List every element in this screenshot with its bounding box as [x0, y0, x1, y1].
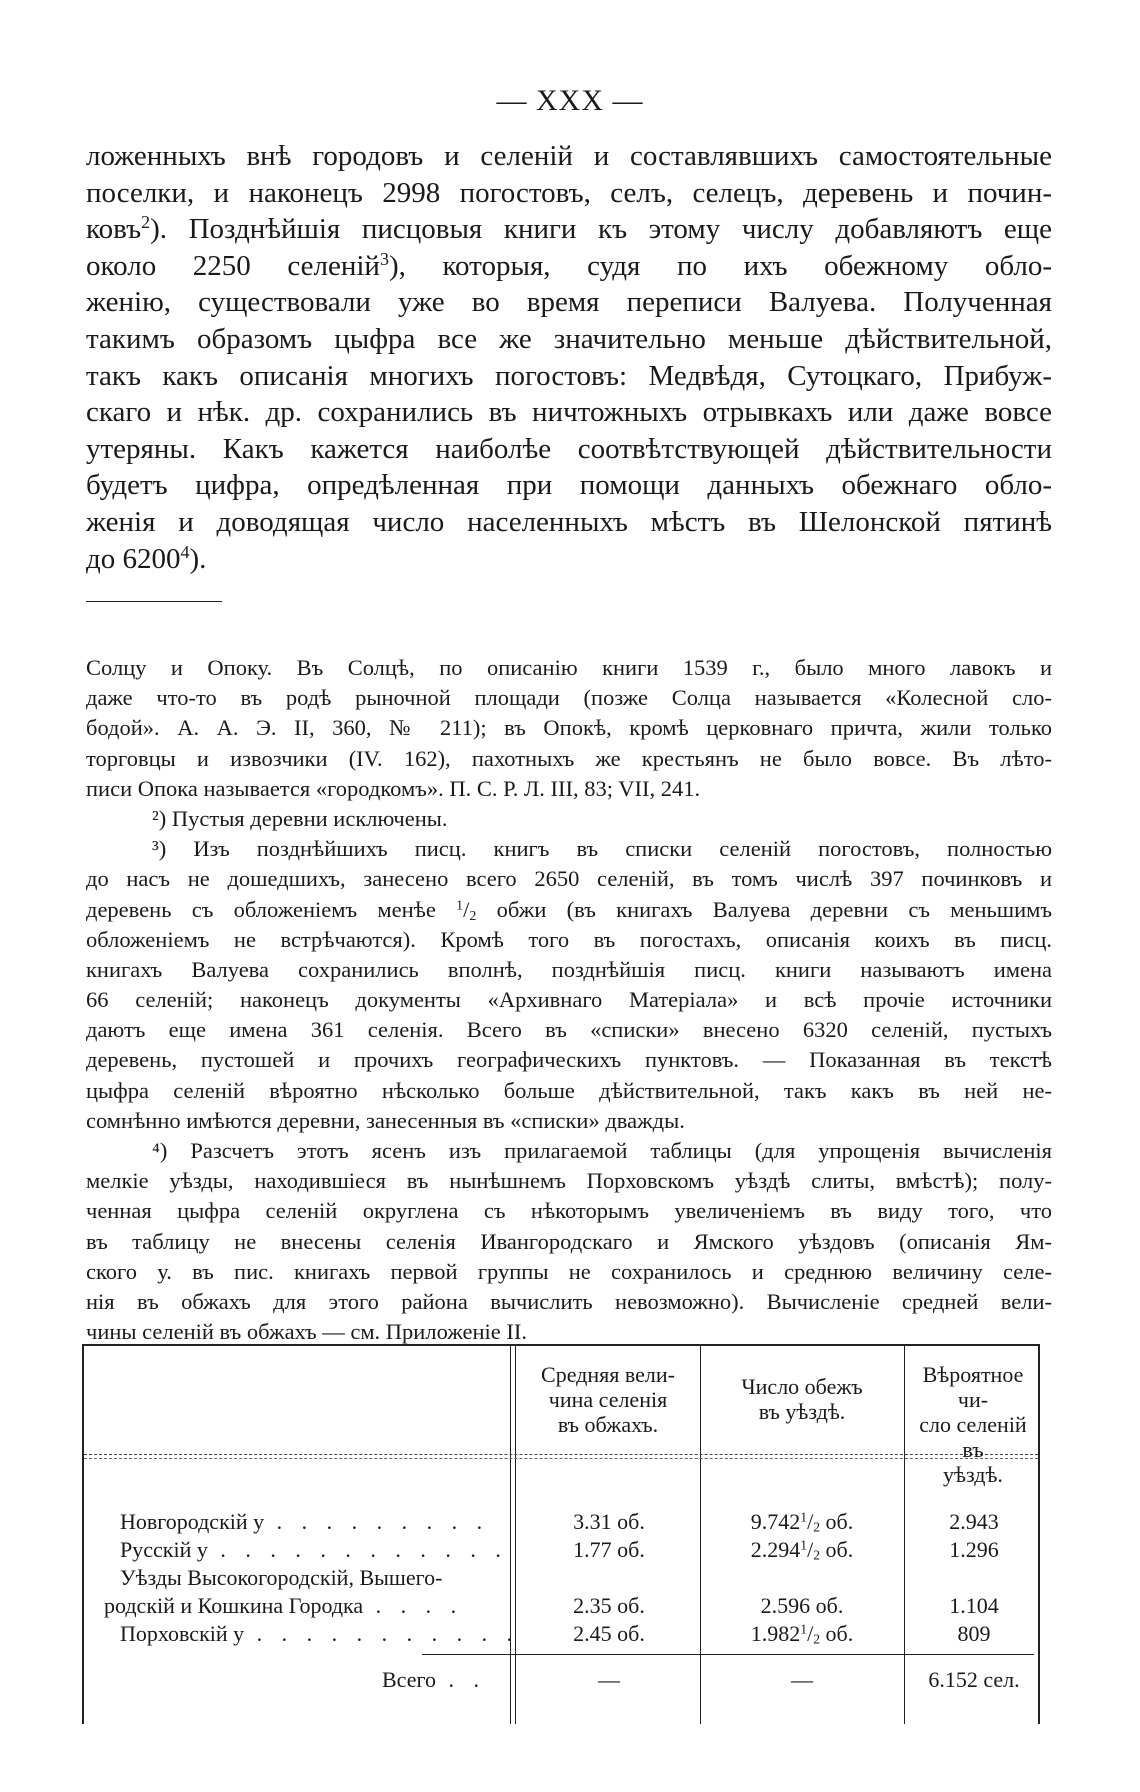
table-cell: 2.596 об. — [760, 1593, 844, 1618]
table-row-label: родскій и Кошкина Городка . . . . — [104, 1593, 464, 1618]
text-line: ложенныхъ внѣ городовъ и селеній и составлявшихъ самостоятельные — [86, 140, 1052, 172]
footnote-label: ³) — [152, 836, 167, 862]
table-border-left — [82, 1344, 84, 1724]
table-border-right — [1038, 1344, 1040, 1724]
table-header-rule — [84, 1458, 1038, 1459]
footnote-line: даютъ еще имена 361 селенія. Всего въ «списки» внесено 6320 селеній, пустыхъ — [86, 1017, 1052, 1043]
text-line: женія и доводящая число населенныхъ мѣстъ въ Шелонской пятинѣ — [86, 505, 1052, 538]
main-text — [86, 138, 1052, 577]
table-cell: 1.104 — [949, 1593, 999, 1618]
table-cell: 2.35 об. — [573, 1593, 645, 1618]
table-total-label: Всего . . — [382, 1667, 486, 1692]
table-cell: — — [598, 1667, 620, 1692]
text-line: будетъ цифра, опредѣленная при помощи данныхъ обежнаго обло- — [86, 469, 1052, 502]
text-line: женію, существовали уже во время переписи Валуева. Полученная — [86, 286, 1052, 319]
footnote-line: ского у. въ пис. книгахъ первой группы не сохранилось и среднюю величину селе- — [86, 1258, 1052, 1284]
footnote-line: даже что-то въ родѣ рыночной площади (позже Солца называется «Колесной сло- — [86, 685, 1052, 711]
header-probable-count: Вѣроятное чи- сло селеній въ уѣздѣ. — [919, 1362, 1027, 1487]
table-cell: 2.943 — [949, 1509, 999, 1534]
table-row-label: Порховскій у . . . . . . . . . . . — [120, 1621, 520, 1646]
text-line: такъ какъ описанія многихъ погостовъ: Медвѣдя, Сутоцкаго, Прибуж- — [86, 359, 1052, 392]
table-total-rule — [422, 1654, 1034, 1655]
table-cell: 3.31 об. — [573, 1509, 645, 1534]
footnote-line: цыфра селеній вѣроятно нѣсколько больше дѣйствительной, такъ какъ въ ней не- — [86, 1077, 1052, 1103]
footnote-line: 66 селеній; наконецъ документы «Архивнаго Матеріала» и всѣ прочіе источники — [86, 987, 1052, 1013]
footnote-3: ³) Изъ позднѣйшихъ писц. книгъ въ списки селеній погостовъ, полностью — [152, 836, 1053, 862]
table-divider — [904, 1344, 905, 1724]
table-row-label: Новгородскій у . . . . . . . . . — [120, 1509, 490, 1534]
footnote-line: до насъ не дошедшихъ, занесено всего 2650 селеній, въ томъ числѣ 397 починковъ и — [86, 866, 1052, 892]
table-cell: 809 — [957, 1621, 991, 1646]
text-line: утеряны. Какъ кажется наиболѣе соотвѣтствующей дѣйствительности — [86, 432, 1052, 465]
text-line: до 6200$^4$). — [86, 541, 207, 575]
footnotes — [86, 653, 1052, 1347]
table-cell: $1.982^1/_2$ об. — [750, 1621, 854, 1647]
header-obezh-count: Число обежъ въ уѣздѣ. — [741, 1374, 863, 1424]
footnote-line: торговцы и извозчики (IV. 162), пахотныхъ же крестьянъ не было вовсе. Въ лѣто- — [86, 745, 1052, 771]
table-border-top — [82, 1344, 1040, 1346]
footnote-4: ⁴) Разсчетъ этотъ ясенъ изъ прилагаемой таблицы (для упрощенія вычисленія — [152, 1138, 1052, 1163]
table-cell: 1.77 об. — [573, 1537, 645, 1562]
footnote-line: чины селеній въ обжахъ — см. Приложеніе II. — [86, 1319, 528, 1345]
footnote-separator — [86, 601, 222, 602]
table-cell: — — [791, 1667, 813, 1692]
footnote-line: обложеніемъ не встрѣчаются). Кромѣ того въ погостахъ, описанія коихъ въ писц. — [86, 926, 1052, 952]
footnote-mark: 3 — [379, 248, 389, 269]
text-line: такимъ образомъ цыфра все же значительно меньше дѣйствительной, — [86, 322, 1052, 355]
footnote-line: Солцу и Опоку. Въ Солцѣ, по описанію книги 1539 г., было много лавокъ и — [86, 655, 1052, 680]
footnote-label: ²) — [152, 805, 167, 831]
table-divider — [700, 1344, 701, 1724]
fraction-half: $^1/_2$ — [456, 896, 477, 924]
footnote-line: книгахъ Валуева сохранились вполнѣ, позднѣйшія писц. книги называютъ имена — [86, 956, 1052, 982]
footnote-line: деревень съ обложеніемъ менѣе $^1/_2$ обжи (въ книгахъ Валуева деревни съ меньшимъ — [86, 896, 1053, 924]
page-number: — XXX — — [496, 84, 644, 117]
header-average-size: Средняя вели- чина селенія въ обжахъ. — [541, 1362, 675, 1437]
footnote-line: деревень, пустошей и прочихъ географическихъ пунктовъ. — Показанная въ текстѣ — [86, 1047, 1052, 1073]
text-line: около 2250 селеній$^3$), которыя, судя по ихъ обежному обло- — [86, 248, 1052, 282]
footnote-mark: 2 — [141, 212, 151, 233]
footnote-line: сомнѣнно имѣются деревни, занесенныя въ «списки» дважды. — [86, 1107, 685, 1133]
text-line: поселки, и наконецъ 2998 погостовъ, селъ, селецъ, деревень и почин- — [86, 176, 1052, 209]
footnote-line: бодой». А. А. Э. II, 360, № 211); въ Опокѣ, кромѣ церковнаго причта, жили только — [86, 715, 1052, 741]
table-row-label: Уѣзды Высокогородскій, Вышего- — [120, 1565, 443, 1590]
footnote-line: нія въ обжахъ для этого района вычислить невозможно). Вычисленіе средней вели- — [86, 1288, 1052, 1314]
footnote-2: ²) Пустыя деревни исключены. — [152, 805, 448, 831]
settlements-table — [82, 1344, 1040, 1724]
footnote-line: писи Опока называется «городкомъ». П. С. Р. Л. III, 83; VII, 241. — [86, 775, 701, 801]
table-row-label: Русскій у . . . . . . . . . . . . — [120, 1537, 508, 1562]
table-header-rule — [84, 1454, 1038, 1455]
table-cell: 6.152 сел. — [928, 1667, 1020, 1692]
footnote-label: ⁴) — [152, 1138, 168, 1163]
table-cell: $2.294^1/_2$ об. — [750, 1537, 854, 1563]
footnote-line: въ таблицу не внесены селенія Ивангородскаго и Ямского уѣздовъ (описанія Ям- — [86, 1228, 1052, 1254]
text-line: скаго и нѣк. др. сохранились въ ничтожныхъ отрывкахъ или даже вовсе — [86, 396, 1052, 429]
footnote-line: мелкіе уѣзды, находившіеся въ нынѣшнемъ Порховскомъ уѣздѣ слиты, вмѣстѣ); полу- — [86, 1168, 1052, 1194]
table-cell: 2.45 об. — [573, 1621, 645, 1646]
footnote-line: ченная цыфра селеній округлена съ нѣкоторымъ увеличеніемъ въ виду того, что — [86, 1198, 1052, 1224]
table-cell: 1.296 — [949, 1537, 999, 1562]
footnote-mark: 4 — [180, 541, 190, 562]
table-cell: $9.742^1/_2$ об. — [750, 1509, 854, 1535]
text-line: ковъ$^2$). Позднѣйшія писцовыя книги къ этому числу добавляютъ еще — [86, 212, 1052, 246]
